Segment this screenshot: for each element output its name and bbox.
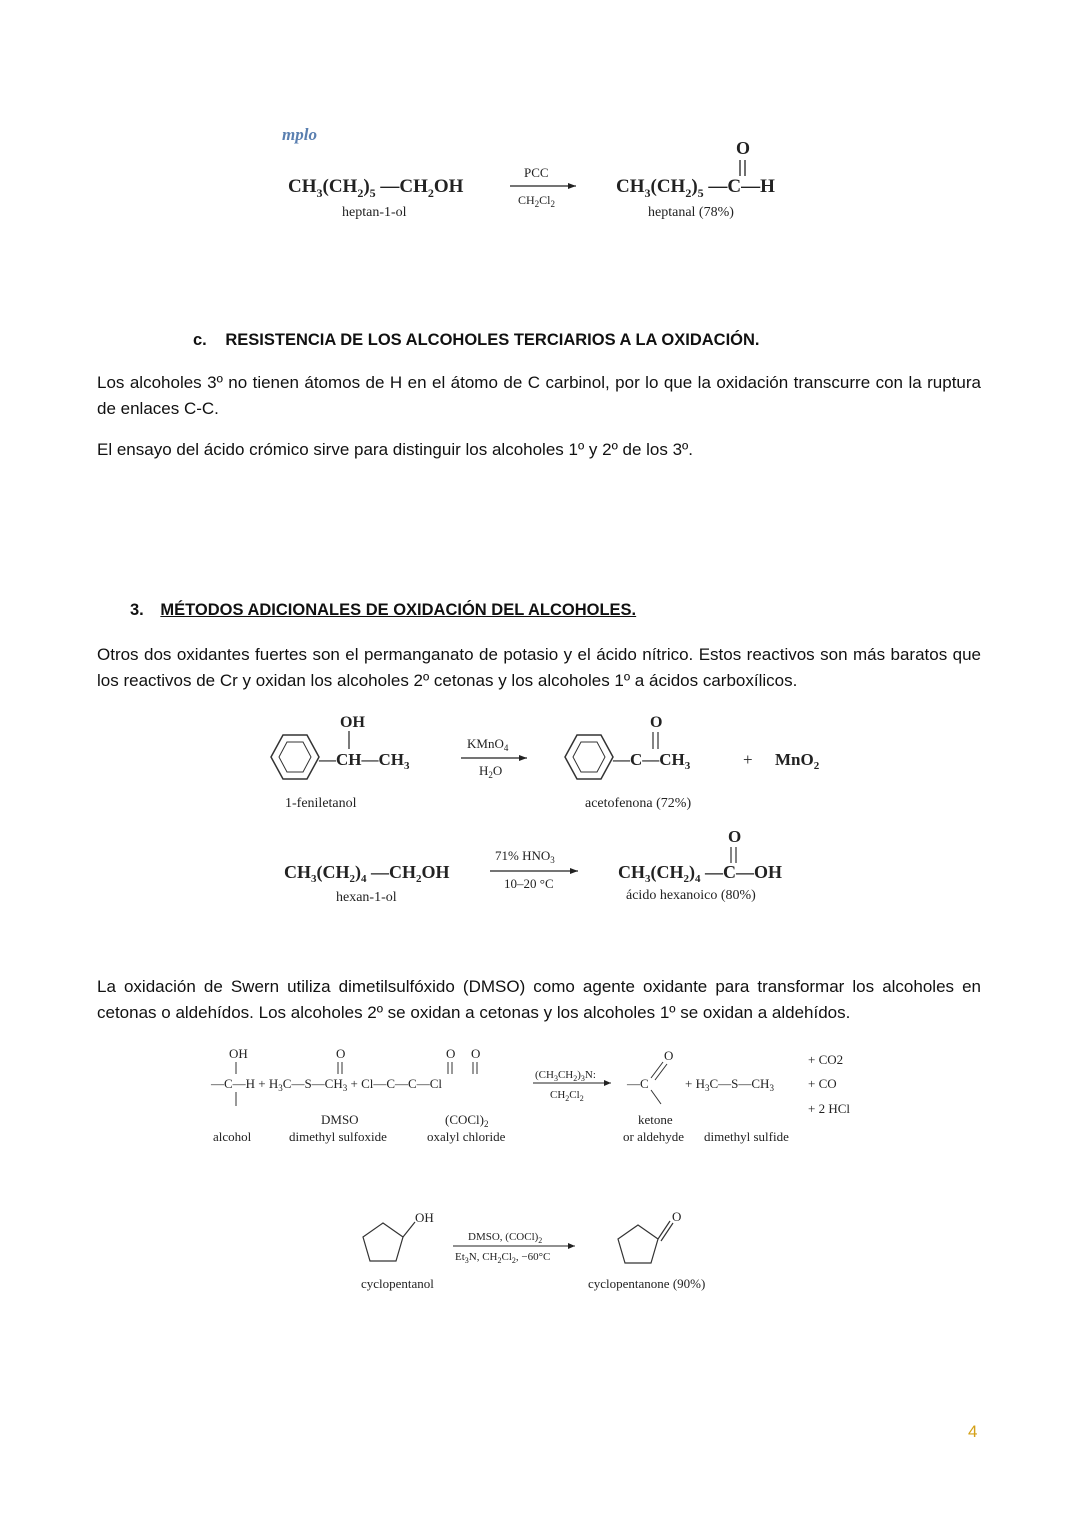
reactant-name: heptan-1-ol — [342, 205, 407, 220]
swern-paragraph: La oxidación de Swern utiliza dimetilsulfóxido (DMSO) como agente oxidante para transformar los alcoholes en cetonas o aldehídos. Los alcoholes 2º se oxidan a cetonas y los alcoholes 1º se oxidan a aldehídos. — [97, 977, 981, 1022]
label-dmso-full: dimethyl sulfoxide — [289, 1129, 387, 1144]
product-name: heptanal (78%) — [648, 205, 734, 220]
section-3-number: 3. — [130, 601, 144, 619]
cyclopentane-ring-reactant — [363, 1210, 434, 1261]
svg-text:+: + — [743, 750, 753, 769]
svg-text:OH: OH — [415, 1210, 434, 1225]
label-alcohol: alcohol — [213, 1129, 252, 1144]
svg-text:CH3(CH2)5 —CH2OH: $CH_3(CH_2)_5$ $—CH_2OH$ — [288, 176, 464, 200]
label-sulfide: dimethyl sulfide — [704, 1129, 789, 1144]
reagent-bottom: $H_2O$ — [479, 763, 503, 780]
product-name: acetofenona (72%) — [585, 796, 692, 811]
reagent-top: PCC — [524, 165, 549, 180]
svg-text:O: O — [471, 1046, 481, 1061]
reaction-scheme-kmno4 — [245, 705, 845, 820]
byproduct-co2: + CO2 — [808, 1052, 844, 1067]
reactant-name: hexan-1-ol — [336, 890, 397, 905]
product-name: cyclopentanone (90%) — [588, 1276, 706, 1291]
arrow-head — [568, 183, 576, 189]
section-c-heading — [193, 331, 760, 350]
reaction-scheme-hno3 — [280, 822, 820, 912]
svg-text:CH3(CH2)5 —C—H: $CH_3(CH_2)_5$ —C—H — [616, 176, 775, 200]
reaction-scheme-pcc — [270, 120, 810, 230]
svg-text:O: O — [336, 1046, 346, 1061]
svg-text:O: O — [728, 827, 742, 846]
reagent-top: KMnO$_4$ — [467, 736, 509, 753]
arrow-head — [604, 1080, 611, 1086]
reaction-scheme-cyclopentanol — [355, 1205, 725, 1300]
byproduct-co: + CO — [808, 1076, 837, 1091]
page-number: 4 — [968, 1422, 978, 1441]
svg-text:O: O — [672, 1209, 682, 1224]
svg-text:—C—CH3: $—C—CH_3$ — [613, 750, 691, 772]
product-heptanal-formula — [616, 138, 775, 200]
label-oxalyl-formula: $(COCl)_2$ — [445, 1112, 489, 1129]
section-3-heading — [130, 601, 636, 620]
product-name: ácido hexanoico (80%) — [626, 888, 756, 903]
label-dmso: DMSO — [321, 1112, 359, 1127]
arrow-head — [568, 1243, 575, 1249]
section-c-letter: c. — [193, 331, 207, 349]
cropped-label: mplo — [282, 125, 317, 144]
arrow-head — [570, 868, 578, 874]
reaction-scheme-swern — [205, 1040, 875, 1150]
reactant-name: 1-feniletanol — [285, 796, 357, 811]
section-c-paragraph-2: El ensayo del ácido crómico sirve para distinguir los alcoholes 1º y 2º de los 3º. — [97, 440, 693, 459]
section-3-paragraph: Otros dos oxidantes fuertes son el permanganato de potasio y el ácido nítrico. Estos reactivos son más baratos que los reactivos de Cr y oxidan los alcoholes 2º cetonas y los alcoholes 1º a ácidos carboxílicos. — [97, 645, 981, 690]
reactant-name: cyclopentanol — [361, 1276, 434, 1291]
section-3-title: MÉTODOS ADICIONALES DE OXIDACIÓN DEL ALCOHOLES. — [160, 601, 637, 619]
reagent-bottom: $CH_2Cl_2$ — [550, 1089, 584, 1103]
cyclopentanone-ring-product — [618, 1209, 681, 1263]
reagent-top: DMSO, $(COCl)_2$ — [468, 1231, 543, 1245]
svg-text:—C: —C — [627, 1076, 649, 1091]
svg-text:OH: OH — [340, 714, 365, 731]
svg-text:O: O — [736, 138, 751, 158]
reagent-bottom: $Et_3N$, $CH_2Cl_2$, −60°C — [455, 1251, 551, 1265]
section-c-paragraph-1: Los alcoholes 3º no tienen átomos de H en el átomo de C carbinol, por lo que la oxidación transcurre con la ruptura de enlaces C-C. — [97, 373, 981, 418]
reactant-hexanol-formula: $CH_3(CH_2)_4$ $—CH_2OH$ — [284, 862, 450, 885]
reagent-bottom: 10–20 °C — [504, 876, 554, 891]
reagent-top: 71% $HNO_3$ — [495, 848, 555, 865]
byproduct-mno2: MnO$_2$ — [775, 750, 820, 772]
benzene-ring-product — [565, 735, 613, 779]
label-ketone: ketone — [638, 1112, 673, 1127]
svg-text:O: O — [446, 1046, 456, 1061]
svg-text:OH: OH — [229, 1046, 248, 1061]
reactant-heptanol-formula — [288, 176, 464, 200]
svg-text:O: O — [664, 1048, 674, 1063]
reagent-bottom: $CH_2Cl_2$ — [518, 193, 556, 209]
arrow-head — [519, 755, 527, 761]
svg-text:—CH—CH3: $—CH—CH_3$ — [319, 750, 410, 772]
label-oxalyl-full: oxalyl chloride — [427, 1129, 506, 1144]
product-hexanoic-formula: $CH_3(CH_2)_4$ —C—OH — [618, 862, 783, 885]
svg-text:—C—H + H3C—S—CH3 + Cl—C—C—: —C—H + $H_3C—S—CH_3$ + Cl—C—C—Cl — [211, 1076, 442, 1093]
reagent-top: $(CH_3CH_2)_3N$: — [535, 1069, 596, 1083]
section-c-title: RESISTENCIA DE LOS ALCOHOLES TERCIARIOS A LA OXIDACIÓN. — [225, 331, 760, 349]
svg-text:O: O — [650, 714, 663, 731]
svg-text:+ H3C—S—CH3: + $H_3C—S—CH_3$ — [685, 1076, 774, 1093]
byproduct-hcl: + 2 HCl — [808, 1101, 851, 1116]
benzene-ring-reactant — [271, 735, 319, 779]
label-ketone-2: or aldehyde — [623, 1129, 685, 1144]
